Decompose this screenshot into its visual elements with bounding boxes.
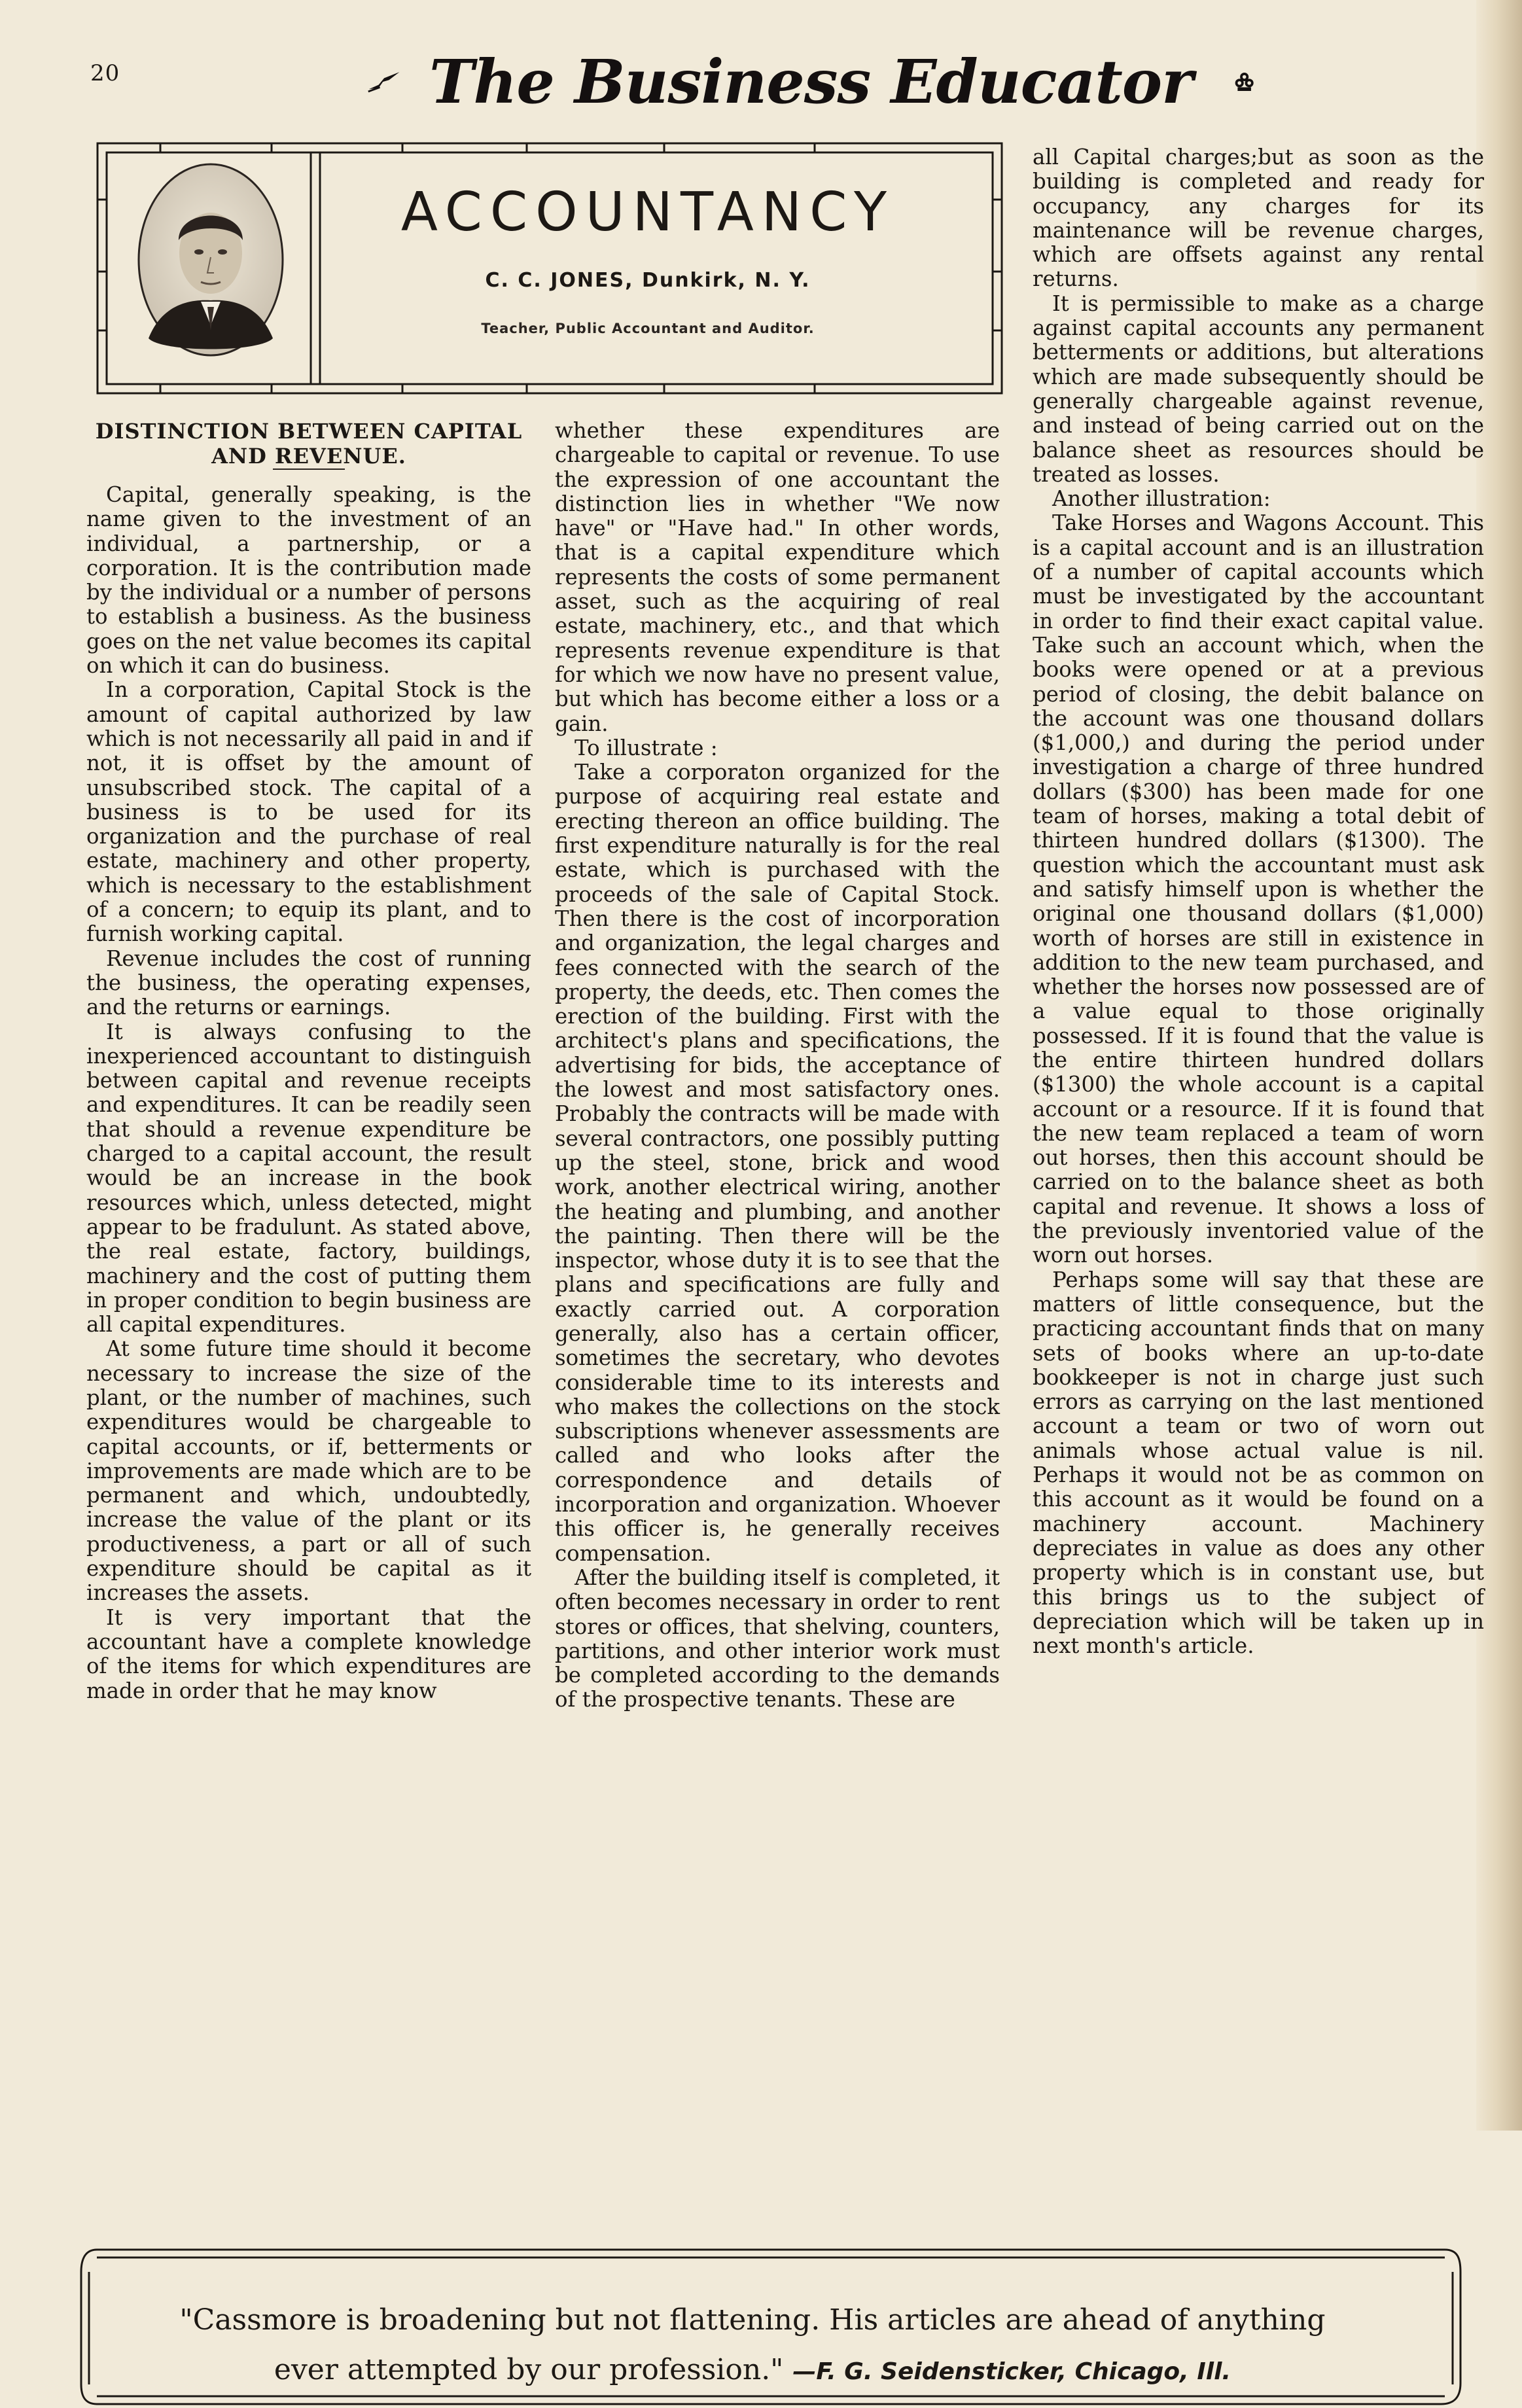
paragraph: Perhaps some will say that these are matters of little consequence, but the practicing accountant finds that on many sets of books where an up-to-date bookkeeper is not in charge just such errors as carrying on the last mentioned account a team or two of worn out animals whose actual value is nil. Perhaps it would not be as common on this account as it would be found on a machinery account. Machinery depreciates in value as does any other property which is in constant use, but this brings us to the subject of depreciation which will be taken up in next month's article.: [1033, 1267, 1484, 1659]
paragraph: whether these expenditures are chargeable to capital or revenue. To use the expression of one accountant the distinction lies in whether "We now have" or "Have had." In other words, that is a capital expenditure which represents the costs of some permanent asset, such as the acquiring of real estate, machinery, etc., and that which represents revenue expenditure is that for which we now have no present value, but which has become either a loss or a gain.: [555, 418, 1000, 736]
department-header: [95, 141, 1004, 396]
masthead-title: The Business Educator: [429, 46, 1193, 117]
quote-attribution: —F. G. Seidensticker, Chicago, Ill.: [792, 2358, 1231, 2385]
department-title: ACCOUNTANCY: [400, 181, 895, 243]
paragraph: Capital, generally speaking, is the name given to the investment of an individual, a partnership, or a corporation. It is the contribution made by the individual or a number of persons to establish a business. As the business goes on the net value becomes its capital on which it can do business.: [86, 482, 531, 679]
header-text: [311, 180, 985, 336]
paragraph: In a corporation, Capital Stock is the amount of capital authorized by law which is not necessarily all paid in and if not, it is offset by the amount of unsubscribed stock. The capital of a business is to be used for its organization and the purchase of real estate, machinery and other property, which is necessary to the establishment of a concern; to equip its plant, and to furnish working capital.: [86, 677, 531, 947]
quote-line-2: [131, 2345, 1374, 2397]
paragraph: It is permissible to make as a charge against capital accounts any permanent betterments or additions, but alterations which are made subsequently should be generally chargeable against revenue, and instead of being carried out on the balance sheet as resources should be treated as losses.: [1033, 291, 1484, 487]
article-column-2: [555, 419, 1000, 1712]
heading-rule: [273, 469, 345, 470]
paragraph: all Capital charges;but as soon as the building is completed and ready for occupancy, any charges for its maintenance will be revenue charges, which are offsets against any rental returns.: [1033, 145, 1484, 292]
quote-line-2-text: ever attempted by our profession.": [274, 2353, 784, 2386]
author-role: Teacher, Public Accountant and Auditor.: [481, 321, 815, 336]
article-heading: DISTINCTION BETWEEN CAPITAL AND REVENUE.: [95, 419, 523, 469]
page-number: 20: [90, 60, 120, 86]
quote-line-1: "Cassmore is broadening but not flattening. His articles are ahead of anything: [179, 2303, 1326, 2337]
paragraph: Take Horses and Wagons Account. This is a capital account and is an illustration of a number of capital accounts which must be investigated by the accountant in order to find their exact capital value. Take such an account which, when the books were opened or at a previous period of closing, the debit balance on the account was one thousand dollars ($1,000,) and during the period under investigation a charge of three hundred dollars ($300) has been made for one team of horses, making a total debit of thirteen hundred dollars ($1300). The question which the accountant must ask and satisfy himself upon is whether the original one thousand dollars ($1,000) worth of horses are still in existence in addition to the new team purchased, and whether the horses now possessed are of a value equal to those originally possessed. If it is found that the value is the entire thirteen hundred dollars ($1300) the whole account is a capital account or a resource. If it is found that the new team replaced a team of worn out horses, then this account should be carried on to the balance sheet as both capital and revenue. It shows a loss of the previously inventoried value of the worn out horses.: [1033, 510, 1484, 1268]
paragraph: Take a corporaton organized for the purpose of acquiring real estate and erecting thereon an office building. The first expenditure naturally is for the real estate, which is purchased with the proceeds of the sale of Capital Stock. Then there is the cost of incorporation and organization, the legal charges and fees connected with the search of the property, the deeds, etc. Then comes the erection of the building. First with the architect's plans and specifications, the advertising for bids, the acceptance of the lowest and most satisfactory ones. Probably the contracts will be made with several contractors, one possibly putting up the steel, stone, brick and wood work, another electrical wiring, another the heating and plumbing, and another the painting. Then there will be the inspector, whose duty it is to see that the plans and specifications are fully and exactly carried out. A corporation generally, also has a certain officer, sometimes the secretary, who devotes considerable time to its interests and who makes the collections on the stock subscriptions whenever assessments are called and who looks after the correspondence and details of incorporation and organization. Whoever this officer is, he generally receives compensation.: [555, 760, 1000, 1566]
paragraph: It is very important that the accountant have a complete knowledge of the items for which expenditures are made in order that he may know: [86, 1604, 531, 1703]
author-portrait: [135, 162, 286, 358]
masthead: [366, 46, 1256, 118]
quill-pen-icon: [366, 56, 403, 108]
author-byline: C. C. JONES, Dunkirk, N. Y.: [485, 269, 811, 292]
emblem-icon: [1232, 56, 1256, 108]
article-column-3: [1033, 145, 1484, 1658]
paragraph: Another illustration:: [1052, 486, 1271, 512]
testimonial-quote: [131, 2295, 1374, 2397]
paragraph: Revenue includes the cost of running the business, the operating expenses, and the returns or earnings.: [86, 946, 531, 1020]
paragraph: It is always confusing to the inexperienced accountant to distinguish between capital and revenue receipts and expenditures. It can be readily seen that should a revenue expenditure be charged to a capital account, the result would be an increase in the book resources which, unless detected, might appear to be fradulunt. As stated above, the real estate, factory, buildings, machinery and the cost of putting them in proper condition to begin business are all capital expenditures.: [86, 1019, 531, 1337]
paragraph: To illustrate :: [575, 735, 718, 760]
paragraph: At some future time should it become necessary to increase the size of the plant, or the number of machines, such expenditures would be chargeable to capital accounts, or if, betterments or improvements are made which are to be permanent and which, undoubtedly, increase the value of the plant or its productiveness, a part or all of such expenditure should be capital as it increases the assets.: [86, 1336, 531, 1606]
paragraph: After the building itself is completed, it often becomes necessary in order to rent stores or offices, that shelving, counters, partitions, and other interior work must be completed according to the demands of the prospective tenants. These are: [555, 1565, 1000, 1712]
article-column-1: [86, 419, 531, 1703]
